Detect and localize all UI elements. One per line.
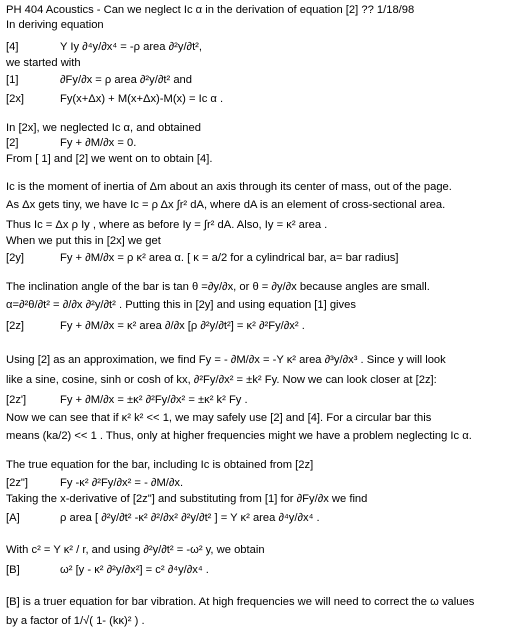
equation-body: Fy + ∂M/∂x = 0. — [60, 137, 137, 149]
equation-label: [1] — [6, 74, 19, 86]
equation-label: [2y] — [6, 252, 25, 264]
equation-A — [6, 513, 320, 524]
text-line: In deriving equation — [6, 19, 104, 31]
equation-2y — [6, 253, 399, 264]
text-line: In [2x], we neglected Ic α, and obtained — [6, 122, 201, 134]
equation-label: [2z"] — [6, 477, 29, 489]
equation-2z-double-prime — [6, 478, 183, 489]
text-line: The true equation for the bar, including Ic is obtained from [2z] — [6, 459, 314, 471]
text-line: With c² = Y κ² / r, and using ∂²y/∂t² = -ω² y, we obtain — [6, 544, 265, 556]
equation-label: [2z] — [6, 320, 25, 332]
equation-body: Fy(x+Δx) + M(x+Δx)-M(x) = Ic α . — [60, 93, 224, 105]
text-line: The inclination angle of the bar is tan θ =∂y/∂x, or θ = ∂y/∂x because angles are small. — [6, 281, 430, 293]
equation-2x — [6, 94, 223, 105]
equation-1 — [6, 75, 192, 86]
equation-label: [2z'] — [6, 394, 27, 406]
equation-2z-prime — [6, 395, 248, 406]
equation-label: [2] — [6, 137, 19, 149]
equation-body: ρ area [ ∂²y/∂t² -κ² ∂²/∂x² ∂²y/∂t² ] = Y κ² area ∂⁴y/∂x⁴ . — [60, 512, 320, 524]
equation-4 — [6, 42, 202, 53]
equation-body: Fy -κ² ∂²Fy/∂x² = - ∂M/∂x. — [60, 477, 184, 489]
equation-2 — [6, 138, 136, 149]
text-line: means (ka/2) << 1 . Thus, only at higher frequencies might we have a problem neglecting Ic α. — [6, 430, 472, 442]
text-line: When we put this in [2x] we get — [6, 235, 161, 247]
text-line: As Δx gets tiny, we have Ic = ρ Δx ∫r² dA, where dA is an element of cross-sectional area. — [6, 199, 446, 211]
text-line: α=∂²θ/∂t² = ∂/∂x ∂²y/∂t² . Putting this in [2y] and using equation [1] gives — [6, 299, 356, 311]
document-header: PH 404 Acoustics - Can we neglect Ic α in the derivation of equation [2] ?? 1/18/98 — [6, 4, 415, 16]
equation-body: ω² [y - κ² ∂²y/∂x²] = c² ∂⁴y/∂x⁴ . — [60, 564, 209, 576]
equation-body: Fy + ∂M/∂x = ±κ² ∂²Fy/∂x² = ±κ² k² Fy . — [60, 394, 248, 406]
text-line: Using [2] as an approximation, we find Fy = - ∂M/∂x = -Y κ² area ∂³y/∂x³ . Since y will look — [6, 354, 446, 366]
equation-2z — [6, 321, 305, 332]
equation-body: Fy + ∂M/∂x = κ² area ∂/∂x [ρ ∂²y/∂t²] = κ² ∂²Fy/∂x² . — [60, 320, 305, 332]
equation-body: ∂Fy/∂x = ρ area ∂²y/∂t² and — [60, 74, 192, 86]
text-line: From [ 1] and [2] we went on to obtain [4]. — [6, 153, 213, 165]
text-line: by a factor of 1/√( 1- (kκ)² ) . — [6, 615, 145, 627]
equation-B — [6, 565, 209, 576]
equation-label: [A] — [6, 512, 20, 524]
text-line: like a sine, cosine, sinh or cosh of kx, ∂²Fy/∂x² = ±k² Fy. Now we can look closer at [2z]: — [6, 374, 437, 386]
text-line: we started with — [6, 57, 81, 69]
text-line: Taking the x-derivative of [2z"] and substituting from [1] for ∂Fy/∂x we find — [6, 493, 368, 505]
equation-label: [B] — [6, 564, 20, 576]
equation-body: Fy + ∂M/∂x = ρ κ² area α. [ κ = a/2 for a cylindrical bar, a= bar radius] — [60, 252, 399, 264]
equation-label: [4] — [6, 41, 19, 53]
equation-label: [2x] — [6, 93, 25, 105]
text-line: [B] is a truer equation for bar vibration. At high frequencies we will need to correct the ω values — [6, 596, 475, 608]
equation-body: Y Iy ∂⁴y/∂x⁴ = -ρ area ∂²y/∂t², — [60, 41, 203, 53]
text-line: Ic is the moment of inertia of Δm about an axis through its center of mass, out of the page. — [6, 181, 452, 193]
text-line: Thus Ic = Δx ρ Iy , where as before Iy = ∫r² dA. Also, Iy = κ² area . — [6, 219, 328, 231]
text-line: Now we can see that if κ² k² << 1, we may safely use [2] and [4]. For a circular bar this — [6, 412, 432, 424]
